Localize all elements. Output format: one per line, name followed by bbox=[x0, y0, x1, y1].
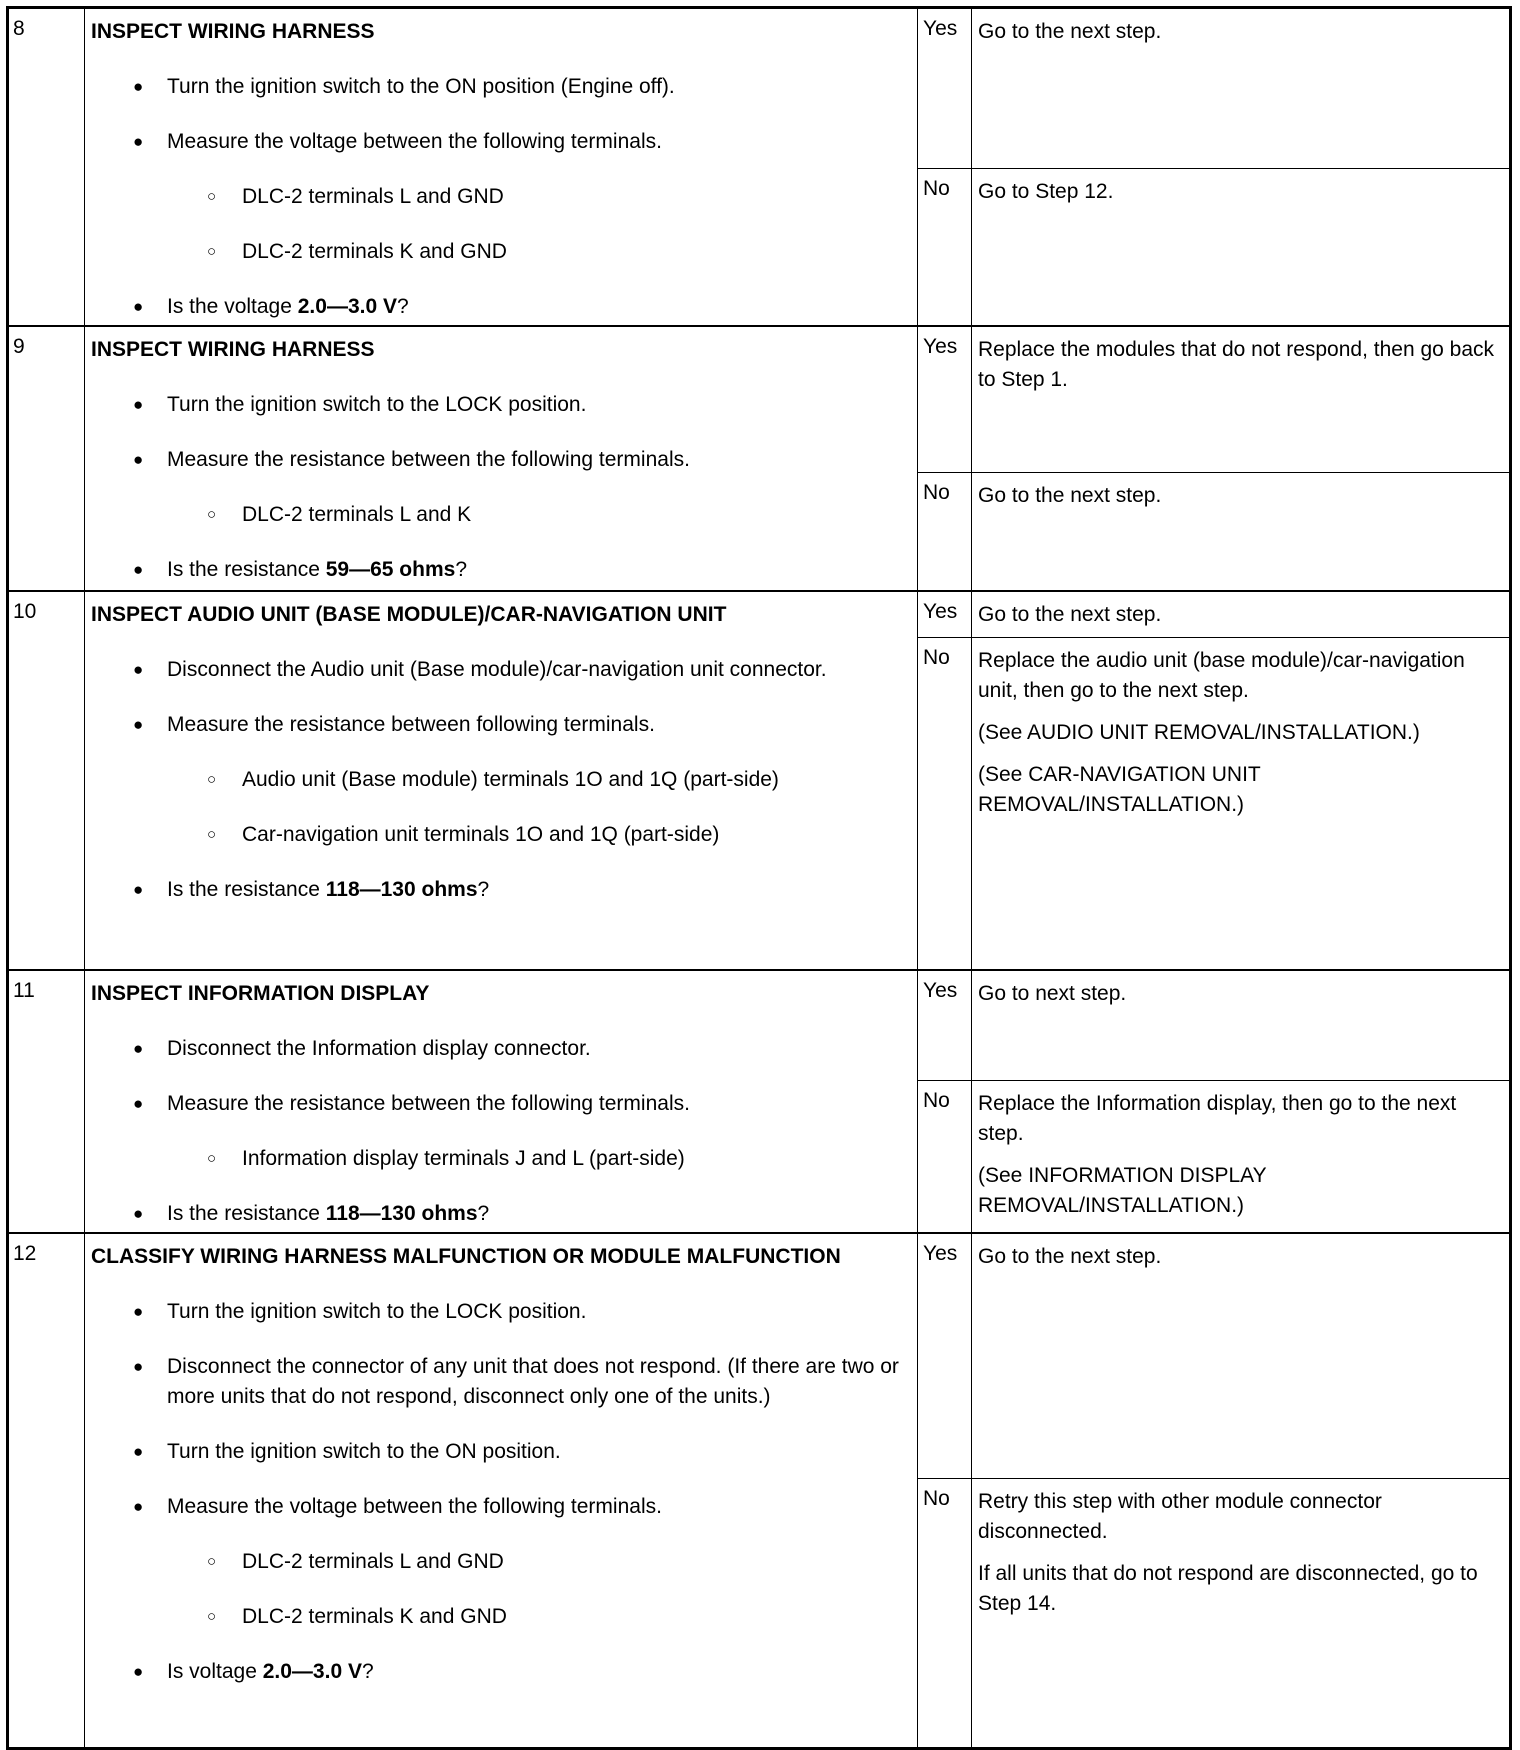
item-text: Measure the resistance between the following terminals. bbox=[167, 1092, 690, 1115]
step-number: 11 bbox=[9, 971, 85, 1232]
bullet-filled-icon: ● bbox=[133, 297, 144, 316]
procedure-item bbox=[91, 1089, 911, 1119]
step-title: CLASSIFY WIRING HARNESS MALFUNCTION OR MODULE MALFUNCTION bbox=[91, 1245, 841, 1268]
result-label: No bbox=[918, 1081, 972, 1232]
bullet-filled-icon: ● bbox=[133, 660, 144, 679]
item-text: Measure the resistance between the following terminals. bbox=[167, 448, 690, 471]
result-action bbox=[972, 9, 1509, 67]
step-title: INSPECT WIRING HARNESS bbox=[91, 20, 375, 43]
item-spec-value: 59—65 ohms bbox=[325, 558, 456, 581]
item-spec-value: 118—130 ohms bbox=[325, 878, 478, 901]
item-text-end: ? bbox=[361, 1660, 374, 1683]
step-title: INSPECT WIRING HARNESS bbox=[91, 338, 375, 361]
procedure-item bbox=[91, 72, 911, 102]
step-title: INSPECT AUDIO UNIT (BASE MODULE)/CAR-NAVIGATION UNIT bbox=[91, 603, 727, 626]
bullet-filled-icon: ● bbox=[133, 1039, 144, 1058]
procedure-item bbox=[91, 765, 911, 795]
result-no bbox=[918, 1081, 1509, 1232]
bullet-filled-icon: ● bbox=[133, 1302, 144, 1321]
result-action bbox=[972, 971, 1509, 1029]
step-row-8 bbox=[9, 9, 1509, 327]
bullet-hollow-icon: ○ bbox=[207, 826, 217, 843]
action-text: If all units that do not respond are disconnected, go to Step 14. bbox=[978, 1562, 1478, 1615]
procedure-item bbox=[91, 1437, 911, 1467]
item-text: DLC-2 terminals L and GND bbox=[242, 185, 504, 208]
result-label: Yes bbox=[918, 971, 972, 1080]
step-procedure bbox=[85, 327, 918, 590]
result-action bbox=[972, 638, 1509, 840]
action-text: Go to the next step. bbox=[978, 1245, 1162, 1268]
item-text: Is the resistance bbox=[167, 558, 326, 581]
item-spec-value: 2.0—3.0 V bbox=[297, 295, 397, 318]
item-text: Measure the resistance between following terminals. bbox=[167, 713, 655, 736]
bullet-filled-icon: ● bbox=[133, 77, 144, 96]
action-text: (See CAR-NAVIGATION UNIT REMOVAL/INSTALLATION.) bbox=[978, 763, 1261, 816]
item-text: DLC-2 terminals L and K bbox=[242, 503, 472, 526]
step-procedure bbox=[85, 971, 918, 1232]
result-label: No bbox=[918, 169, 972, 325]
procedure-item bbox=[91, 1144, 911, 1174]
bullet-hollow-icon: ○ bbox=[207, 1150, 217, 1167]
bullet-filled-icon: ● bbox=[133, 1662, 144, 1681]
item-text: Turn the ignition switch to the ON position. bbox=[167, 1440, 561, 1463]
item-text: Turn the ignition switch to the LOCK position. bbox=[167, 1300, 587, 1323]
bullet-hollow-icon: ○ bbox=[207, 243, 217, 260]
action-text: Replace the modules that do not respond, then go back to Step 1. bbox=[978, 338, 1495, 391]
item-text-end: ? bbox=[477, 1202, 490, 1225]
procedure-item bbox=[91, 1492, 911, 1522]
bullet-filled-icon: ● bbox=[133, 1357, 144, 1376]
action-text: Go to Step 12. bbox=[978, 180, 1114, 203]
item-text-end: ? bbox=[396, 295, 409, 318]
procedure-item bbox=[91, 445, 911, 475]
bullet-filled-icon: ● bbox=[133, 1204, 144, 1223]
procedure-item bbox=[91, 1547, 911, 1577]
bullet-filled-icon: ● bbox=[133, 1497, 144, 1516]
procedure-item bbox=[91, 292, 911, 322]
result-no bbox=[918, 473, 1509, 590]
step-number: 12 bbox=[9, 1234, 85, 1747]
action-text: (See AUDIO UNIT REMOVAL/INSTALLATION.) bbox=[978, 721, 1420, 744]
step-row-12 bbox=[9, 1234, 1509, 1747]
item-text: Audio unit (Base module) terminals 1O and 1Q (part-side) bbox=[242, 768, 779, 791]
item-text: Car-navigation unit terminals 1O and 1Q (part-side) bbox=[242, 823, 720, 846]
item-text: Is the resistance bbox=[167, 1202, 326, 1225]
item-text: Is the voltage bbox=[167, 295, 298, 318]
step-procedure bbox=[85, 9, 918, 325]
result-label: Yes bbox=[918, 592, 972, 637]
procedure-item bbox=[91, 655, 911, 685]
procedure-item bbox=[91, 1034, 911, 1064]
bullet-filled-icon: ● bbox=[133, 132, 144, 151]
action-text: Replace the Information display, then go to the next step. bbox=[978, 1092, 1457, 1145]
action-text: Go to the next step. bbox=[978, 484, 1162, 507]
bullet-filled-icon: ● bbox=[133, 1442, 144, 1461]
result-action bbox=[972, 1479, 1509, 1639]
step-number: 10 bbox=[9, 592, 85, 969]
action-text: Go to next step. bbox=[978, 982, 1127, 1005]
procedure-item bbox=[91, 1352, 911, 1412]
procedure-item bbox=[91, 127, 911, 157]
item-text: Information display terminals J and L (part-side) bbox=[242, 1147, 685, 1170]
item-text: Turn the ignition switch to the ON position (Engine off). bbox=[167, 75, 675, 98]
item-text: Disconnect the Information display connector. bbox=[167, 1037, 591, 1060]
result-label: No bbox=[918, 1479, 972, 1747]
procedure-item bbox=[91, 500, 911, 530]
item-text: Measure the voltage between the following terminals. bbox=[167, 130, 662, 153]
result-action bbox=[972, 169, 1509, 227]
action-text: Go to the next step. bbox=[978, 603, 1162, 626]
action-text: Retry this step with other module connector disconnected. bbox=[978, 1490, 1382, 1543]
procedure-item bbox=[91, 875, 911, 905]
bullet-hollow-icon: ○ bbox=[207, 1553, 217, 1570]
result-no bbox=[918, 169, 1509, 325]
step-title: INSPECT INFORMATION DISPLAY bbox=[91, 982, 430, 1005]
result-yes bbox=[918, 971, 1509, 1081]
bullet-hollow-icon: ○ bbox=[207, 506, 217, 523]
result-yes bbox=[918, 9, 1509, 169]
step-row-11 bbox=[9, 971, 1509, 1234]
item-spec-value: 2.0—3.0 V bbox=[262, 1660, 362, 1683]
bullet-filled-icon: ● bbox=[133, 450, 144, 469]
step-row-10 bbox=[9, 592, 1509, 971]
result-no bbox=[918, 1479, 1509, 1747]
step-number: 9 bbox=[9, 327, 85, 590]
bullet-hollow-icon: ○ bbox=[207, 188, 217, 205]
item-text: Is voltage bbox=[167, 1660, 263, 1683]
result-action bbox=[972, 1081, 1509, 1241]
bullet-hollow-icon: ○ bbox=[207, 1608, 217, 1625]
procedure-item bbox=[91, 390, 911, 420]
procedure-item bbox=[91, 820, 911, 850]
action-text: Replace the audio unit (base module)/car-navigation unit, then go to the next step. bbox=[978, 649, 1465, 702]
step-procedure bbox=[85, 592, 918, 969]
bullet-filled-icon: ● bbox=[133, 395, 144, 414]
item-spec-value: 118—130 ohms bbox=[325, 1202, 478, 1225]
result-no bbox=[918, 638, 1509, 969]
procedure-item bbox=[91, 1657, 911, 1687]
bullet-filled-icon: ● bbox=[133, 560, 144, 579]
result-label: Yes bbox=[918, 1234, 972, 1478]
procedure-item bbox=[91, 237, 911, 267]
bullet-filled-icon: ● bbox=[133, 715, 144, 734]
item-text: Disconnect the connector of any unit that does not respond. (If there are two or more units that do not respond, disconnect only one of the units.) bbox=[167, 1355, 899, 1408]
procedure-item bbox=[91, 1602, 911, 1632]
bullet-filled-icon: ● bbox=[133, 1094, 144, 1113]
item-text-end: ? bbox=[455, 558, 467, 581]
diagnostic-procedure-table bbox=[6, 6, 1512, 1750]
step-procedure bbox=[85, 1234, 918, 1747]
result-action bbox=[972, 473, 1509, 531]
action-text: Go to the next step. bbox=[978, 20, 1162, 43]
procedure-item bbox=[91, 1199, 911, 1229]
item-text: DLC-2 terminals K and GND bbox=[242, 1605, 507, 1628]
item-text: DLC-2 terminals L and GND bbox=[242, 1550, 504, 1573]
item-text: Turn the ignition switch to the LOCK position. bbox=[167, 393, 587, 416]
result-label: Yes bbox=[918, 327, 972, 472]
step-number: 8 bbox=[9, 9, 85, 325]
item-text: DLC-2 terminals K and GND bbox=[242, 240, 507, 263]
item-text: Is the resistance bbox=[167, 878, 326, 901]
result-action bbox=[972, 327, 1509, 415]
result-label: No bbox=[918, 638, 972, 969]
result-action bbox=[972, 1234, 1509, 1292]
result-yes bbox=[918, 327, 1509, 473]
bullet-filled-icon: ● bbox=[133, 880, 144, 899]
item-text-end: ? bbox=[477, 878, 490, 901]
item-text: Disconnect the Audio unit (Base module)/car-navigation unit connector. bbox=[167, 658, 827, 681]
procedure-item bbox=[91, 555, 911, 585]
procedure-item bbox=[91, 1297, 911, 1327]
action-text: (See INFORMATION DISPLAY REMOVAL/INSTALLATION.) bbox=[978, 1164, 1267, 1217]
result-label: No bbox=[918, 473, 972, 590]
result-label: Yes bbox=[918, 9, 972, 168]
step-row-9 bbox=[9, 327, 1509, 592]
bullet-hollow-icon: ○ bbox=[207, 771, 217, 788]
procedure-item bbox=[91, 710, 911, 740]
item-text: Measure the voltage between the following terminals. bbox=[167, 1495, 662, 1518]
result-yes bbox=[918, 1234, 1509, 1479]
procedure-item bbox=[91, 182, 911, 212]
result-yes bbox=[918, 592, 1509, 638]
